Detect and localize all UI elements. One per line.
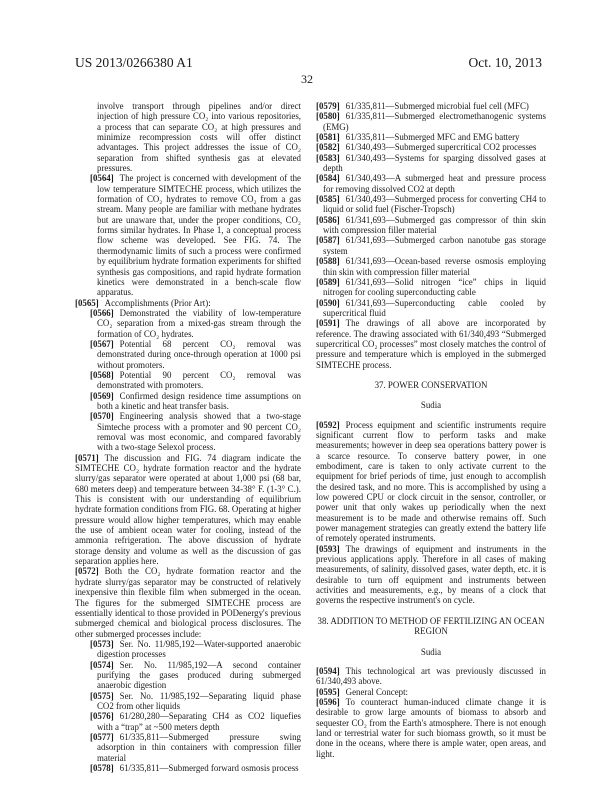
publication-number: US 2013/0266380 A1 [75, 55, 193, 70]
paragraph-text: The drawings of all above are incorporated by reference. The drawing associated with 61/340,493 “Submerged supercritical CO₂ processes” most closely matches the control of pressure and temperature which is employed in the submerged SIMTECHE process. [316, 318, 546, 370]
paragraph [316, 318, 546, 370]
paragraph-text: Both the CO₂ hydrate formation reactor and the hydrate slurry/gas separator may be constructed of relatively inexpensive thin flexible film when submerged in the ocean. The figures for the submerged SIMTECHE process are essentially identical to those provided in PODenergy's previous submerged chemical and biological process disclosures. The other submerged processes include: [75, 566, 301, 639]
paragraph-number: [0579] [316, 101, 340, 111]
section-heading: 38. ADDITION TO METHOD OF FERTILIZING AN OCEAN REGION [317, 615, 545, 637]
paragraph-text: 61/341,693—Ocean-based reverse osmosis employing thin skin with compression filler material [323, 256, 546, 277]
paragraph-text: 61/341,693—Submerged gas compressor of thin skin with compression filler material [323, 214, 546, 236]
paragraph [316, 215, 546, 236]
paragraph-text: 61/335,811—Submerged electromethanogenic systems (EMG) [323, 111, 546, 132]
paragraph-number: [0565] [75, 297, 99, 308]
paragraph-text: 61/340,493—Submerged supercritical CO2 processes [345, 142, 537, 153]
paragraph [75, 339, 301, 370]
paragraph-number: [0582] [316, 142, 340, 153]
paragraph-number: [0590] [316, 297, 340, 308]
paragraph-text: This technological art was previously discussed in 61/340,493 above. [316, 665, 546, 687]
paragraph-number: [0589] [316, 276, 340, 287]
paragraph-text: 61/335,811—Submerged forward osmosis process [119, 763, 299, 773]
paragraph-text: 61/340,493—A submerged heat and pressure process for removing dissolved CO2 at depth [323, 173, 546, 194]
paragraph-number: [0577] [90, 731, 114, 742]
paragraph-number: [0594] [316, 665, 340, 676]
paragraph-text: 61/340,493—Systems for sparging dissolved gases at depth [323, 152, 546, 174]
paragraph-number: [0573] [90, 638, 114, 649]
paragraph [316, 173, 546, 194]
paragraph-number: [0572] [75, 566, 99, 577]
paragraph-number: [0575] [90, 690, 114, 701]
publication-date: Oct. 10, 2013 [468, 55, 542, 70]
paragraph [75, 691, 301, 712]
paragraph-text: Process equipment and scientific instruments require significant current flow to perform tasks and make measurements; however in deep sea operations battery power is a scarce resource. To conserve battery power, in one embodiment, care is taken to only activate current to the equipment for brief periods of time, just enough to accomplish the desired task, and no more. This is accomplished by using a low powered CPU or clock circuit in the sensor, controller, or power unit that only wakes up periodically when the next measurement is to be made and otherwise remains off. Such power management strategies can greatly extend the battery life of remotely operated instruments. [316, 419, 546, 544]
paragraph [75, 173, 301, 297]
paragraph-number: [0588] [316, 256, 340, 267]
paragraph-text: General Concept: [345, 686, 409, 697]
paragraph-number: [0583] [316, 152, 340, 163]
paragraph-number: [0574] [90, 659, 114, 670]
paragraph [75, 298, 301, 308]
paragraph-text: 61/335,811—Submerged microbial fuel cell (MFC) [345, 101, 529, 111]
paragraph [316, 235, 546, 256]
paragraph [316, 298, 546, 319]
paragraph-number: [0587] [316, 235, 340, 246]
paragraph-text: Confirmed design residence time assumptions on both a kinetic and heat transfer basis. [97, 390, 301, 411]
paragraph [316, 697, 546, 759]
paragraph-text: Ser. No. 11/985,192—A second container purifying the gases produced during submerged anaerobic digestion [97, 659, 301, 691]
paragraph [316, 256, 546, 277]
paragraph [316, 277, 546, 298]
paragraph [75, 101, 301, 173]
paragraph [316, 687, 546, 697]
paragraph-text: Ser. No. 11/985,192—Separating liquid phase CO2 from other liquids [97, 690, 301, 711]
paragraph-number: [0584] [316, 173, 340, 184]
paragraph-text: The discussion and FIG. 74 diagram indicate the SIMTECHE CO₂ hydrate formation reactor and the hydrate slurry/gas separator were operated at about 1,000 psi (68 bar, 680 meters deep) and temperature between 34-38° F. (1-3° C.). This is consistent with our understanding of equilibrium hydrate formation conditions from FIG. 68. Operating at higher pressure would allow higher temperatures, which may enable the use of ambient ocean water for cooling, instead of the ammonia refrigeration. The above discussion of hydrate storage density and volume as well as the discussion of gas separation applies here. [75, 452, 301, 567]
paragraph [75, 453, 301, 567]
paragraph-number: [0581] [316, 132, 340, 143]
paragraph-text: 61/280,280—Separating CH4 as CO2 liquefies with a “trap” at ~500 meters depth [97, 711, 301, 732]
paragraph-text: To counteract human-induced climate change it is desirable to grow large amounts of biomass to absorb and sequester CO₂ from the Earth's atmosphere. There is not enough land or terrestrial water for such biomass growth, so it must be done in the oceans, where there is ample water, open areas, and light. [316, 696, 546, 759]
paragraph [75, 763, 301, 773]
paragraph-number: [0585] [316, 194, 340, 205]
right-column [316, 101, 546, 759]
paragraph-number: [0567] [90, 338, 114, 349]
paragraph-text: 61/341,693—Submerged carbon nanotube gas storage system [323, 235, 546, 256]
paragraph-number: [0578] [90, 763, 114, 773]
paragraph-number: [0568] [90, 369, 114, 380]
paragraph [316, 666, 546, 687]
section-author: Sudia [420, 646, 442, 657]
paragraph [75, 308, 301, 339]
paragraph [316, 142, 546, 152]
paragraph [75, 391, 301, 412]
paragraph-text: The drawings of equipment and instruments in the previous applications apply. Therefore in all cases of making measurements, of salinity, dissolved gases, water depth, etc. it is desirable to turn off equipment and instruments between activities and measurements, e.g., by means of a clock that governs the respective instrument's on cycle. [316, 543, 546, 606]
paragraph-text: involve transport through pipelines and/or direct injection of high pressure CO₂ into various repositories, a process that can separate CO₂ at high pressures and minimize recompression costs will offer distinct advantages. This project addresses the issue of CO₂ separation from shifted synthesis gas at elevated pressures. [97, 101, 301, 174]
paragraph-text: Engineering analysis showed that a two-stage Simteche process with a promoter and 90 percent CO₂ removal was most economic, and compared favorably with a two-stage Selexol process. [97, 411, 301, 453]
paragraph [316, 153, 546, 174]
paragraph [75, 639, 301, 660]
paragraph-text: 61/340,493—Submerged process for converting CH4 to liquid or solid fuel (Fischer-Tropsch) [323, 194, 546, 215]
paragraph-text: Potential 68 percent CO₂ removal was demonstrated during once-through operation at 1000 psi without promoters. [97, 338, 301, 370]
paragraph-number: [0566] [90, 307, 114, 318]
paragraph-number: [0592] [316, 419, 340, 430]
paragraph-number: [0596] [316, 696, 340, 707]
paragraph-text: 61/341,693—Solid nitrogen “ice” chips in liquid nitrogen for cooling superconducting cable [323, 276, 546, 298]
paragraph-text: The project is concerned with development of the low temperature SIMTECHE process, which utilizes the formation of CO₂ hydrates to remove CO₂ from a gas stream. Many people are familiar with methane hydrates but are unaware that, under the proper conditions, CO₂ forms similar hydrates. In Phase 1, a conceptual process flow scheme was developed. See FIG. 74. The thermodynamic limits of such a process were confirmed by equilibrium hydrate formation experiments for shifted synthesis gas compositions, and rapid hydrate formation kinetics were demonstrated in a bench-scale flow apparatus. [97, 173, 301, 298]
paragraph-text: 61/335,811—Submerged pressure swing adsorption in thin containers with compression filler material [97, 731, 301, 763]
paragraph-number: [0580] [316, 111, 340, 122]
paragraph-text: Ser. No. 11/985,192—Water-supported anaerobic digestion processes [97, 638, 301, 660]
paragraph [316, 420, 546, 544]
paragraph-text: 61/335,811—Submerged MFC and EMG battery [345, 132, 520, 143]
paragraph-number: [0593] [316, 543, 340, 554]
paragraph-number: [0591] [316, 318, 340, 329]
paragraph-number: [0595] [316, 686, 340, 697]
paragraph [75, 566, 301, 638]
left-column [75, 101, 301, 773]
paragraph-text: Potential 90 percent CO₂ removal was demonstrated with promoters. [97, 369, 301, 391]
paragraph [316, 544, 546, 606]
paragraph-number: [0564] [90, 173, 114, 184]
paragraph-text: 61/341,693—Superconducting cable cooled by supercritical fluid [323, 297, 546, 318]
section-author: Sudia [420, 400, 442, 411]
paragraph [75, 411, 301, 452]
paragraph-number: [0570] [90, 411, 114, 422]
section-heading: 37. POWER CONSERVATION [374, 379, 488, 390]
paragraph [316, 111, 546, 132]
paragraph [316, 101, 546, 111]
paragraph-number: [0569] [90, 390, 114, 401]
page-number: 32 [301, 72, 313, 86]
paragraph-text: Demonstrated the viability of low-temperature CO₂ separation from a mixed-gas stream through the formation of CO₂ hydrates. [97, 307, 301, 339]
paragraph [316, 194, 546, 215]
paragraph [316, 132, 546, 142]
paragraph-number: [0571] [75, 452, 99, 463]
paragraph-number: [0586] [316, 214, 340, 225]
paragraph-text: Accomplishments (Prior Art): [104, 297, 211, 308]
paragraph-number: [0576] [90, 711, 114, 722]
paragraph [75, 660, 301, 691]
paragraph [75, 732, 301, 763]
paragraph [75, 370, 301, 391]
paragraph [75, 711, 301, 732]
